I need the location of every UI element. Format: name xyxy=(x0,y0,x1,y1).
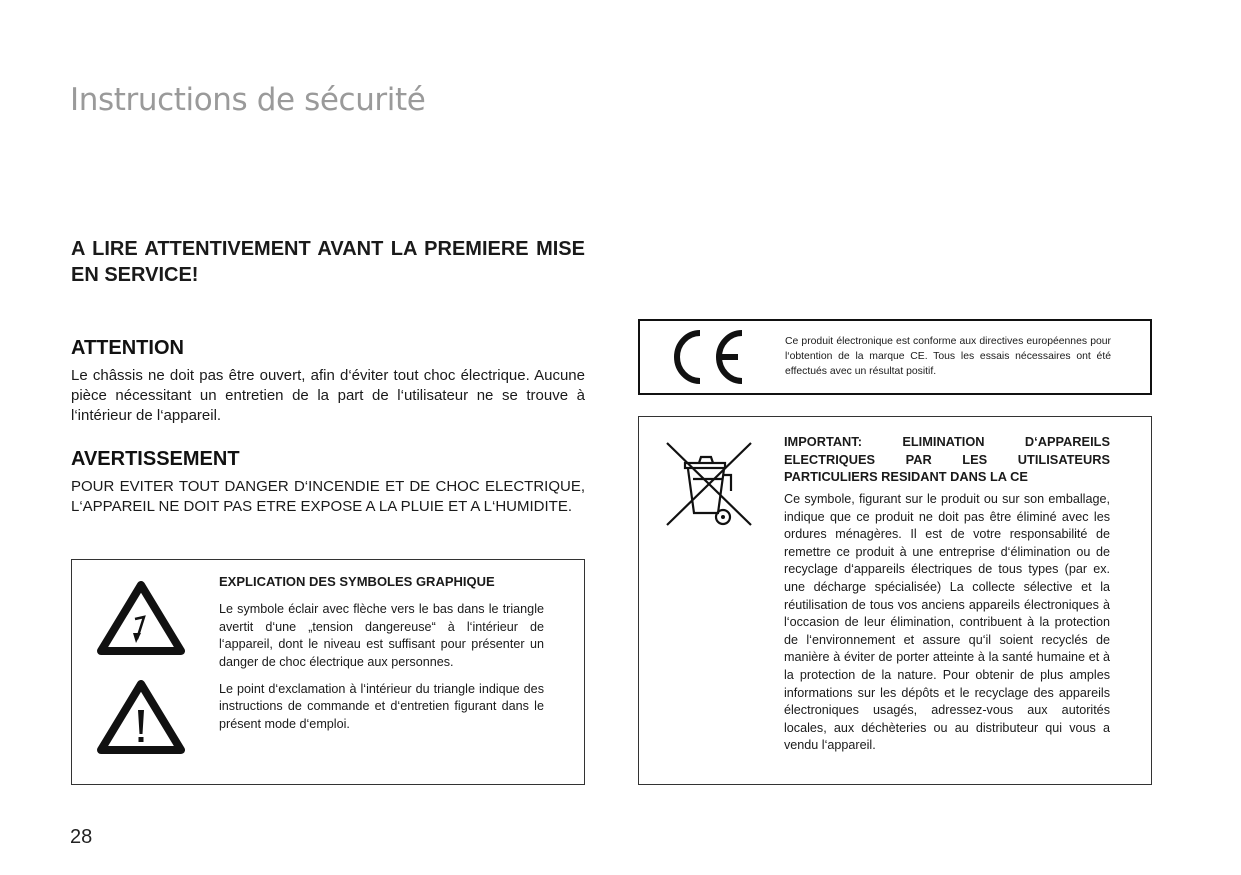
ce-mark-icon xyxy=(666,328,748,386)
avertissement-text: POUR EVITER TOUT DANGER D‘INCENDIE ET DE CHOC ELECTRIQUE, L‘APPAREIL NE DOIT PAS ETRE EXPOSE A LA PLUIE ET A L‘HUMIDITE. xyxy=(71,478,585,515)
weee-disposal-box xyxy=(638,416,1152,785)
attention-title: ATTENTION xyxy=(71,337,184,359)
avertissement-section xyxy=(71,447,585,517)
symbols-title: EXPLICATION DES SYMBOLES GRAPHIQUE xyxy=(219,574,495,589)
weee-text: Ce symbole, figurant sur le produit ou sur son emballage, indique que ce produit ne doit pas être éliminé avec les ordures ménagères. Il est de votre responsabilité de remettre ce produit à une entreprise d‘élimination ou de recyclage d‘appareils électriques de tous types (par ex. une décharge spécialisée) La collecte sélective et la réutilisation de tous vos anciens appareils électroniques à l‘occasion de leur élimination, contribuent à la protection de l‘environnement et assure qu‘il soient recyclés de manière à éviter de porter atteinte à la santé humaine et à la protection de la nature. Pour obtenir de plus amples informations sur les dépôts et le recyclage des appareils électroniques usagés, adressez-vous aux autorités locales, aux déchèteries ou au distributeur qui vous a vendu l‘appareil. xyxy=(784,492,1110,753)
read-before-use-heading: A LIRE ATTENTIVEMENT AVANT LA PREMIERE MISE EN SERVICE! xyxy=(71,238,585,286)
exclamation-symbol-text: Le point d‘exclamation à l‘intérieur du triangle indique des instructions de commande et d‘entretien figurant dans le présent mode d‘emploi. xyxy=(219,682,544,731)
lightning-warning-icon xyxy=(97,581,185,655)
ce-mark-label: CE xyxy=(666,328,668,329)
page-title: Instructions de sécurité xyxy=(70,82,426,118)
ce-text: Ce produit électronique est conforme aux directives européennes pour l‘obtention de la marque CE. Tous les essais nécessaires ont été effectués avec un résultat positif. xyxy=(785,336,1111,377)
crossed-bin-icon xyxy=(665,439,753,529)
attention-text: Le châssis ne doit pas être ouvert, afin d‘éviter tout choc électrique. Aucune pièce nécessitant un entretien de la part de l‘utilisateur ne se trouve à l‘intérieur de l‘appareil. xyxy=(71,367,585,424)
page-number: 28 xyxy=(70,826,93,848)
exclamation-warning-icon xyxy=(97,680,185,754)
symbols-explanation-box xyxy=(71,559,585,785)
lightning-symbol-text: Le symbole éclair avec flèche vers le bas dans le triangle avertit d‘une „tension dangereuse“ à l‘intérieur de l‘appareil, dont le niveau est suffisant pour présenter un danger de choc électrique aux personnes. xyxy=(219,602,544,669)
weee-heading: IMPORTANT: ELIMINATION D‘APPAREILS ELECTRIQUES PAR LES UTILISATEURS PARTICULIERS RESIDANT DANS LA CE xyxy=(784,434,1110,484)
avertissement-title: AVERTISSEMENT xyxy=(71,448,240,470)
symbols-text xyxy=(219,573,544,733)
attention-section xyxy=(71,336,585,426)
ce-conformity-box xyxy=(638,319,1152,395)
